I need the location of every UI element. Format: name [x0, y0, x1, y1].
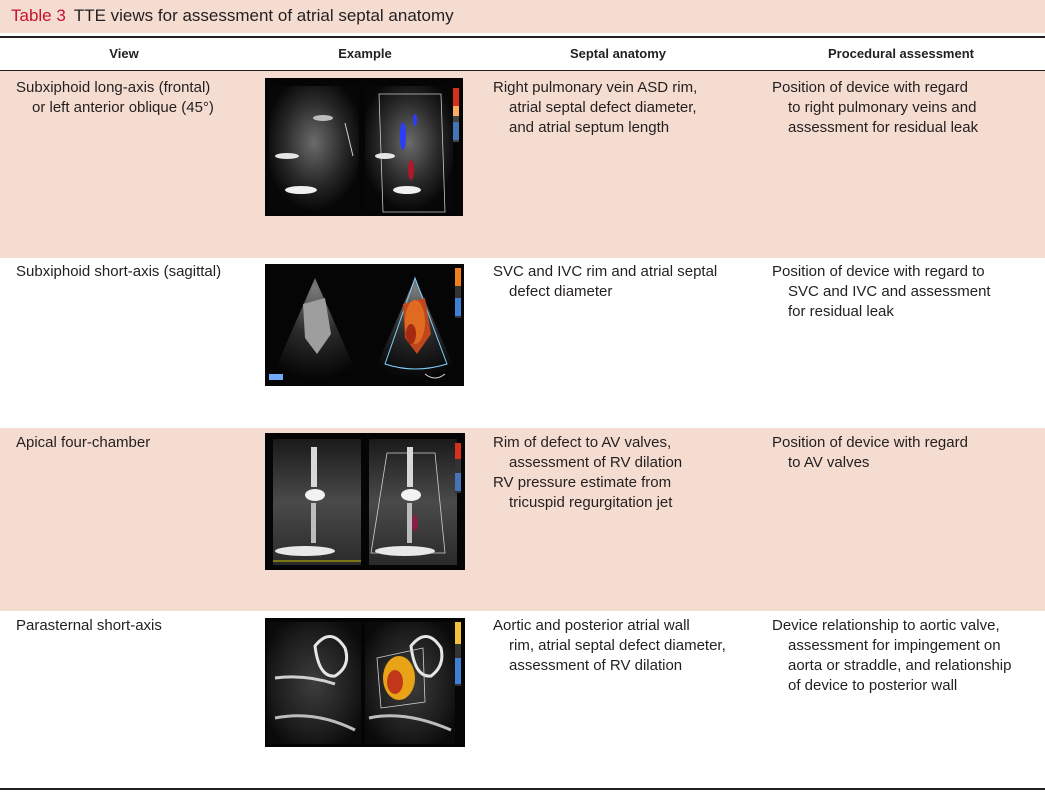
table-number: Table 3	[11, 6, 66, 25]
echo-apical-four-chamber	[265, 433, 465, 570]
row-1-view: Subxiphoid long-axis (frontal) or left anterior oblique (45°)	[16, 79, 214, 116]
table-title: TTE views for assessment of atrial septal anatomy	[73, 6, 454, 25]
row-2-septal-anatomy: SVC and IVC rim and atrial septal defect diameter	[493, 263, 718, 300]
echo-parasternal-short-axis	[265, 618, 465, 747]
column-header-view: View	[109, 46, 139, 61]
echo-subxiphoid-short-axis	[265, 264, 464, 386]
row-4-view: Parasternal short-axis	[16, 617, 162, 634]
row-4-septal-anatomy: Aortic and posterior atrial wall rim, atrial septal defect diameter, assessment of RV dilation	[493, 617, 726, 674]
top-rule	[0, 36, 1045, 38]
row-4-procedural-assessment: Device relationship to aortic valve, assessment for impingement on aorta or straddle, and relationship of device to posterior wall	[772, 617, 1012, 694]
row-1-septal-anatomy: Right pulmonary vein ASD rim, atrial septal defect diameter, and atrial septum length	[493, 79, 698, 136]
table-caption	[0, 0, 1045, 33]
row-3-procedural-assessment: Position of device with regard to AV valves	[772, 434, 968, 471]
row-2-view: Subxiphoid short-axis (sagittal)	[16, 263, 222, 280]
column-header-procedural-assessment: Procedural assessment	[828, 46, 974, 61]
column-header-septal-anatomy: Septal anatomy	[569, 46, 667, 61]
bottom-rule	[0, 788, 1045, 790]
row-2-procedural-assessment: Position of device with regard to SVC and IVC and assessment for residual leak	[772, 263, 991, 320]
echo-subxiphoid-long-axis	[265, 78, 463, 216]
row-1-procedural-assessment: Position of device with regard to right pulmonary veins and assessment for residual leak	[772, 79, 979, 136]
column-header-example: Example	[338, 46, 392, 61]
row-3-view: Apical four-chamber	[16, 434, 151, 451]
row-3-septal-anatomy: Rim of defect to AV valves, assessment of RV dilation RV pressure estimate from tricuspid regurgitation jet	[493, 434, 683, 511]
